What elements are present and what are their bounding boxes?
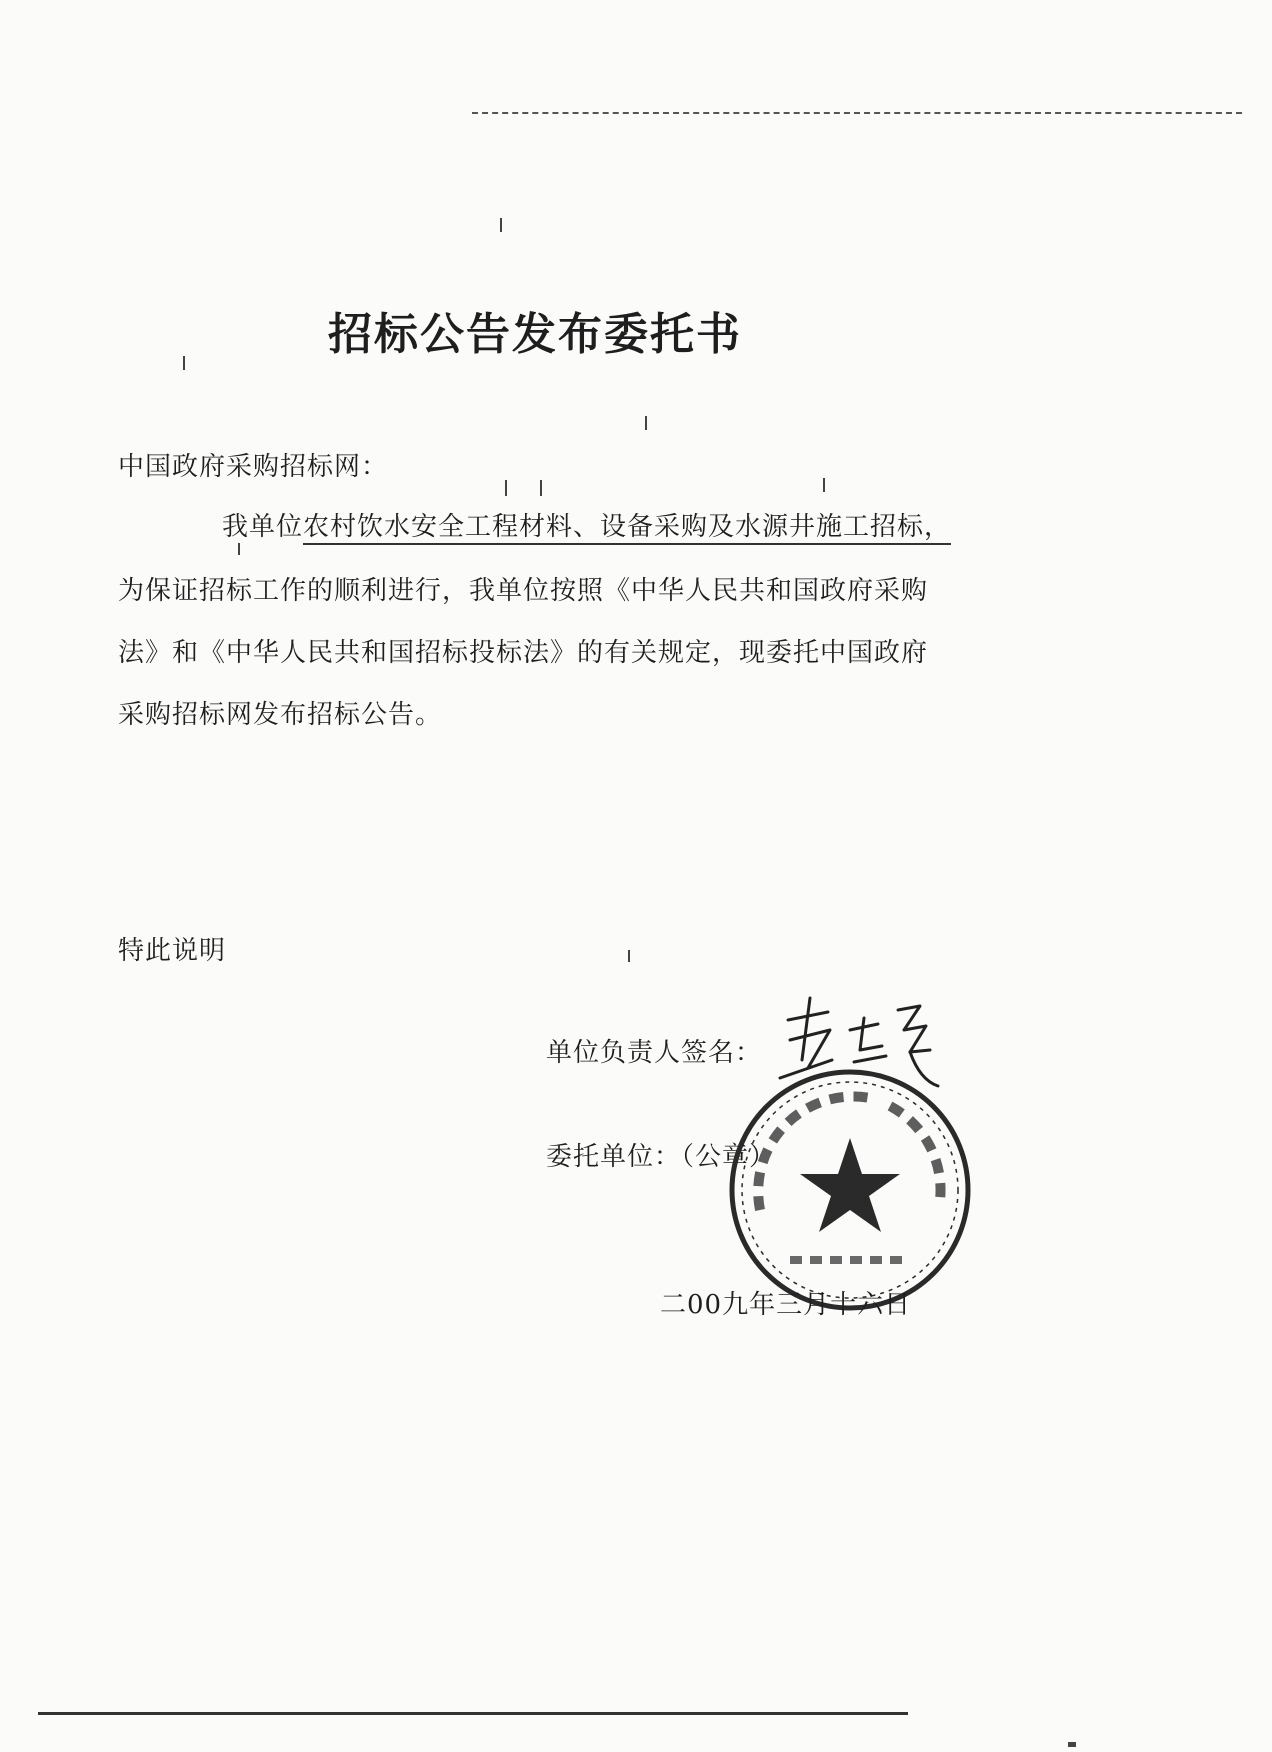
body-line-3: 法》和《中华人民共和国招标投标法》的有关规定，现委托中国政府: [118, 638, 929, 668]
body-line-2: 为保证招标工作的顺利进行，我单位按照《中华人民共和国政府采购: [118, 576, 929, 606]
project-name: 农村饮水安全工程材料、设备采购及水源井施工招标，: [303, 512, 951, 545]
scan-speck: [540, 480, 542, 496]
signature-label: 单位负责人签名：: [546, 1038, 763, 1068]
bottom-rule-line: [38, 1712, 908, 1715]
scan-speck: [1068, 1742, 1076, 1747]
addressee: 中国政府采购招标网：: [118, 452, 389, 482]
body-line-4: 采购招标网发布招标公告。: [118, 700, 443, 730]
body-line-1: [222, 506, 951, 543]
scan-speck: [505, 480, 507, 496]
closing-remark: 特此说明: [118, 936, 227, 966]
top-dashed-line: [472, 112, 1242, 114]
official-seal: [720, 1060, 980, 1320]
scan-speck: [500, 218, 502, 232]
scan-speck: [823, 478, 825, 492]
entrust-label: 委托单位：（公章）: [546, 1142, 777, 1172]
scan-speck: [238, 543, 240, 555]
scan-speck: [645, 416, 647, 430]
scan-speck: [183, 356, 185, 370]
body-line-1-prefix: 我单位: [222, 512, 304, 542]
document-title: 招标公告发布委托书: [328, 309, 742, 360]
document-date: 二00九年三月十六日: [660, 1290, 912, 1320]
scan-speck: [628, 950, 630, 962]
